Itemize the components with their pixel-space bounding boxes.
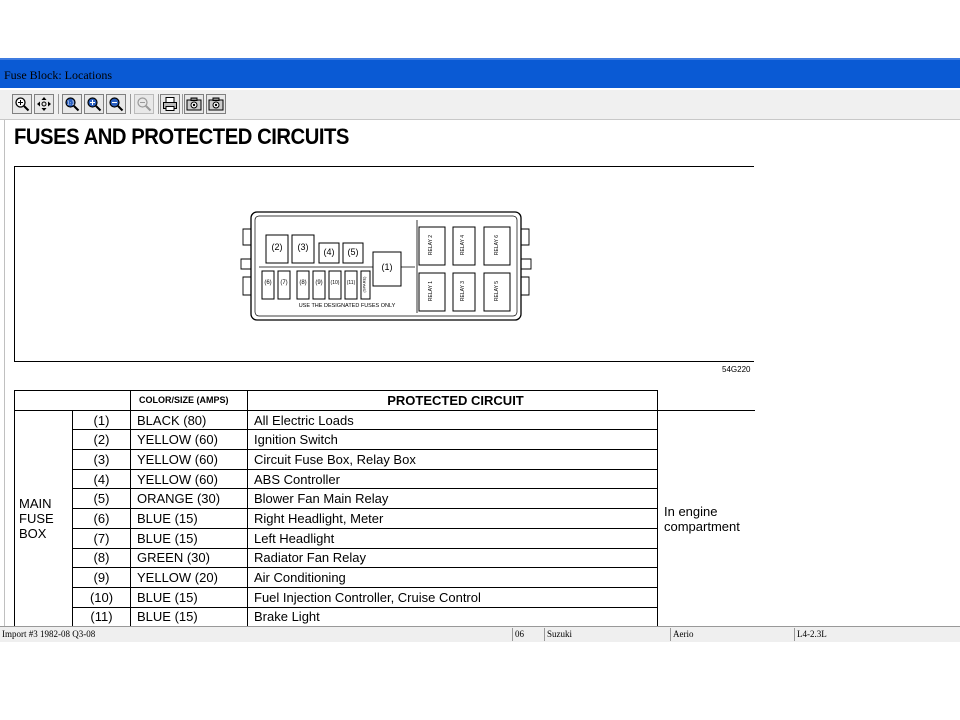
fuse-number: (5) bbox=[73, 489, 131, 509]
fuse-color-size: YELLOW (60) bbox=[131, 469, 248, 489]
diagram-fuse-label: (2) bbox=[271, 242, 283, 252]
camera-alt-icon bbox=[208, 96, 224, 112]
zoom-disabled-button[interactable] bbox=[134, 94, 154, 114]
zoom-fit-button[interactable] bbox=[84, 94, 104, 114]
zoom-in-icon bbox=[14, 96, 30, 112]
pan-button[interactable] bbox=[34, 94, 54, 114]
table-row bbox=[15, 489, 755, 509]
app-window bbox=[0, 58, 960, 642]
table-row bbox=[15, 469, 755, 489]
protected-circuit: ABS Controller bbox=[248, 469, 658, 489]
diagram-relay-label: RELAY 3 bbox=[460, 280, 466, 302]
zoom-fit-icon bbox=[86, 96, 102, 112]
table-row bbox=[15, 607, 755, 626]
fuse-color-size: YELLOW (60) bbox=[131, 430, 248, 450]
fuse-color-size: BLACK (80) bbox=[131, 410, 248, 430]
diagram-code: 54G220 bbox=[722, 365, 751, 374]
status-engine: L4-2.3L bbox=[794, 628, 960, 641]
diagram-fuse-label: (SPARE) bbox=[361, 276, 367, 293]
print-icon bbox=[162, 96, 178, 112]
fuse-color-size: BLUE (15) bbox=[131, 528, 248, 548]
fuse-color-size: YELLOW (20) bbox=[131, 568, 248, 588]
window-title: Fuse Block: Locations bbox=[4, 68, 112, 82]
protected-circuit-header: PROTECTED CIRCUIT bbox=[248, 391, 658, 411]
diagram-fuse-label: (6) bbox=[264, 280, 272, 286]
fuse-color-size: BLUE (15) bbox=[131, 587, 248, 607]
page-title: FUSES AND PROTECTED CIRCUITS bbox=[14, 124, 349, 149]
fuse-color-size: BLUE (15) bbox=[131, 607, 248, 626]
table-row bbox=[15, 528, 755, 548]
fuse-color-size: GREEN (30) bbox=[131, 548, 248, 568]
protected-circuit: Radiator Fan Relay bbox=[248, 548, 658, 568]
fuse-number: (8) bbox=[73, 548, 131, 568]
camera-alt-button[interactable] bbox=[206, 94, 226, 114]
diagram-fuse-label: (8) bbox=[299, 280, 307, 286]
diagram-note: USE THE DESIGNATED FUSES ONLY bbox=[298, 303, 396, 309]
fuse-number: (6) bbox=[73, 509, 131, 529]
table-row bbox=[15, 410, 755, 430]
fuse-number: (4) bbox=[73, 469, 131, 489]
protected-circuit: Air Conditioning bbox=[248, 568, 658, 588]
location-note: In engine compartment bbox=[658, 410, 755, 626]
color-size-header: COLOR/SIZE (AMPS) bbox=[131, 391, 248, 411]
fuse-number: (11) bbox=[73, 607, 131, 626]
zoom-in-button[interactable] bbox=[12, 94, 32, 114]
title-bar bbox=[0, 58, 960, 88]
protected-circuit: Right Headlight, Meter bbox=[248, 509, 658, 529]
svg-text:1:1: 1:1 bbox=[66, 100, 75, 107]
protected-circuit: Left Headlight bbox=[248, 528, 658, 548]
status-make: Suzuki bbox=[544, 628, 670, 641]
diagram-fuse-label: (9) bbox=[315, 280, 323, 286]
fuse-color-size: ORANGE (30) bbox=[131, 489, 248, 509]
protected-circuit: Blower Fan Main Relay bbox=[248, 489, 658, 509]
protected-circuit: All Electric Loads bbox=[248, 410, 658, 430]
fuse-color-size: YELLOW (60) bbox=[131, 450, 248, 470]
diagram-relay-label: RELAY 1 bbox=[428, 280, 434, 302]
zoom-100-icon bbox=[64, 96, 80, 112]
document-view[interactable] bbox=[0, 120, 960, 626]
table-row bbox=[15, 509, 755, 529]
fuse-box-group-label: MAIN FUSE BOX bbox=[15, 410, 73, 626]
table-row bbox=[15, 450, 755, 470]
status-year: 06 bbox=[512, 628, 544, 641]
diagram-fuse-label: (7) bbox=[280, 280, 288, 286]
pan-icon bbox=[36, 96, 52, 112]
table-row bbox=[15, 568, 755, 588]
fuse-number: (10) bbox=[73, 587, 131, 607]
diagram-relay-label: RELAY 5 bbox=[494, 280, 500, 302]
zoom-out-icon bbox=[108, 96, 124, 112]
camera-button[interactable] bbox=[184, 94, 204, 114]
diagram-fuse-label: (10) bbox=[330, 280, 340, 286]
fuse-number: (7) bbox=[73, 528, 131, 548]
protected-circuit: Circuit Fuse Box, Relay Box bbox=[248, 450, 658, 470]
print-button[interactable] bbox=[160, 94, 180, 114]
fuse-number: (3) bbox=[73, 450, 131, 470]
status-bar bbox=[0, 626, 960, 642]
status-source: Import #3 1982-08 Q3-08 bbox=[2, 629, 96, 639]
diagram-relay-label: RELAY 4 bbox=[460, 234, 466, 256]
fuse-number: (9) bbox=[73, 568, 131, 588]
toolbar bbox=[0, 90, 960, 120]
table-row bbox=[15, 587, 755, 607]
diagram-fuse-label: (11) bbox=[346, 280, 356, 286]
table-row bbox=[15, 430, 755, 450]
zoom-out-button[interactable] bbox=[106, 94, 126, 114]
diagram-relay-label: RELAY 2 bbox=[428, 234, 434, 256]
fuse-number: (1) bbox=[73, 410, 131, 430]
diagram-fuse-label: (5) bbox=[347, 247, 359, 257]
fuse-box-diagram bbox=[14, 166, 754, 362]
zoom-100-button[interactable] bbox=[62, 94, 82, 114]
fuse-color-size: BLUE (15) bbox=[131, 509, 248, 529]
fuse-table bbox=[14, 390, 755, 626]
zoom-disabled-icon bbox=[136, 96, 152, 112]
diagram-relay-label: RELAY 6 bbox=[494, 234, 500, 256]
status-model: Aerio bbox=[670, 628, 794, 641]
diagram-fuse-label: (3) bbox=[297, 242, 309, 252]
camera-icon bbox=[186, 96, 202, 112]
table-row bbox=[15, 548, 755, 568]
fuse-number: (2) bbox=[73, 430, 131, 450]
protected-circuit: Brake Light bbox=[248, 607, 658, 626]
protected-circuit: Fuel Injection Controller, Cruise Control bbox=[248, 587, 658, 607]
diagram-fuse-label: (1) bbox=[381, 262, 393, 272]
diagram-fuse-label: (4) bbox=[323, 247, 335, 257]
protected-circuit: Ignition Switch bbox=[248, 430, 658, 450]
